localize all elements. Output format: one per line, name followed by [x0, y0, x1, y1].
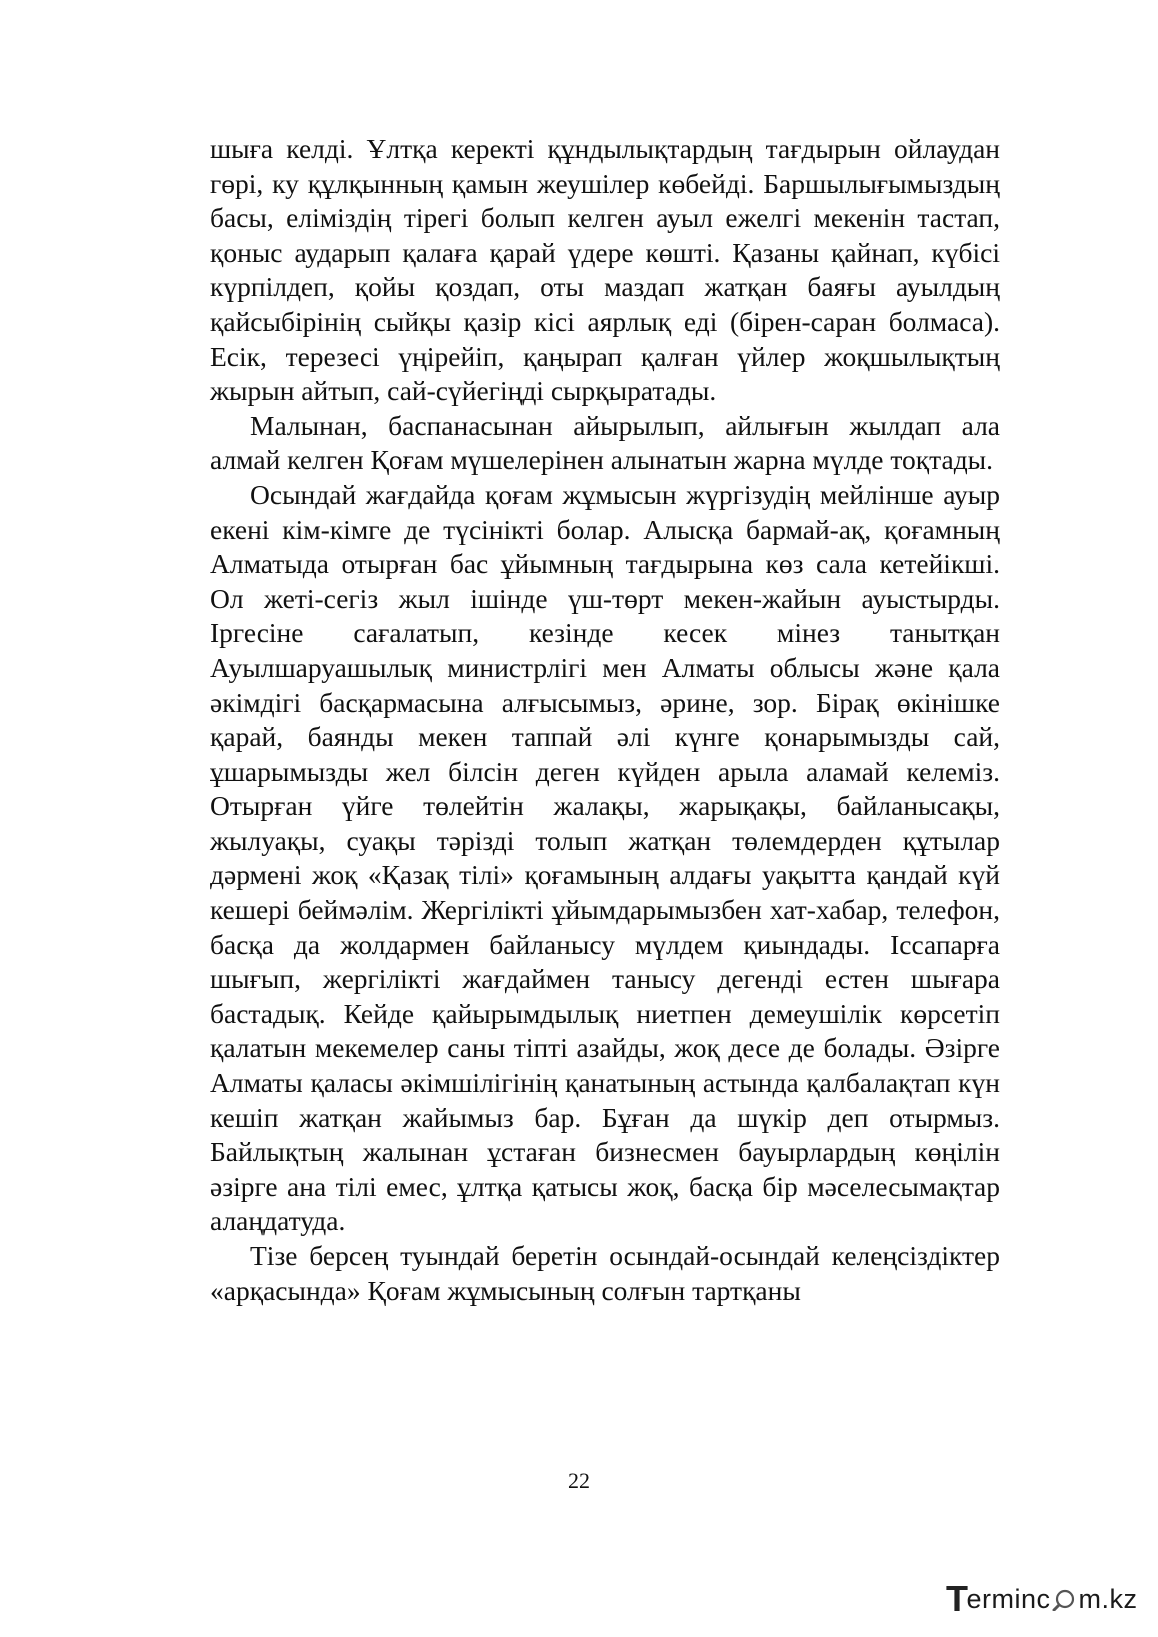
- page-number: 22: [568, 1468, 590, 1493]
- paragraph-3: Осындай жағдайда қоғам жұмысын жүргізудің мейлінше ауыр екені кім-кімге де түсінікті болар. Алысқа бармай-ақ, қоғамның Алматыда отырған бас ұйымның тағдырына көз сала кетейікші. Ол жеті-сегіз жыл ішінде үш-төрт мекен-жайын ауыстырды. Іргесіне сағалатып, кезінде кесек мінез танытқан Ауылшаруашылық министрлігі мен Алматы облысы және қала әкімдігі басқармасына алғысымыз, әрине, зор. Бірақ өкінішке қарай, баянды мекен таппай әлі күнге қонарымызды сай, ұшарымызды жел білсін деген күйден арыла аламай келеміз. Отырған үйге төлейтін жалақы, жарықақы, байланысақы, жылуақы, суақы тәрізді толып жатқан төлемдерден құтылар дәрмені жоқ «Қазақ тілі» қоғамының алдағы уақытта қандай күй кешері беймәлім. Жергілікті ұйымдарымызбен хат-хабар, телефон, басқа да жолдармен байланысу мүлдем қиындады. Іссапарға шығып, жергілікті жағдаймен танысу дегенді естен шығара бастадық. Кейде қайырымдылық ниетпен демеушілік көрсетіп қалатын мекемелер саны тіпті азайды, жоқ десе де болады. Әзірге Алматы қаласы әкімшілігінің қанатының астында қалбалақтап күн кешіп жатқан жайымыз бар. Бұған да шүкір деп отырмыз. Байлықтың жалынан ұстаған бизнесмен бауырлардың көңілін әзірге ана тілі емес, ұлтқа қатысы жоқ, басқа бір мәселесымақтар алаңдатуда.: [210, 478, 1000, 1237]
- watermark-logo: [946, 1579, 1138, 1619]
- page-body: [210, 132, 1000, 1308]
- paragraph-2: Малынан, баспанасынан айырылып, айлығын жылдап ала алмай келген Қоғам мүшелерінен алынатын жарна мүлде тоқтады.: [210, 409, 1000, 476]
- watermark-text-part1: erminc: [966, 1583, 1051, 1614]
- paragraph-1: шыға келді. Ұлтқа керекті құндылықтардың тағдырын ойлаудан гөрі, ку құлқынның қамын жеушілер көбейді. Баршылығымыздың басы, еліміздің тірегі болып келген ауыл ежелгі мекенін тастап, қоныс аударып қалаға қарай үдере көшті. Қазаны қайнап, күбісі күрпілдеп, қойы қоздап, оты маздап жатқан баяғы ауылдың қайсыбірінің сыйқы қазір кісі аярлық еді (бірен-саран болмаса). Есік, терезесі үңірейіп, қаңырап қалған үйлер жоқшылықтың жырын айтып, сай-сүйегіңді сырқыратады.: [210, 133, 1000, 407]
- paragraph-4: Тізе берсең туындай беретін осындай-осындай келеңсіздіктер «арқасында» Қоғам жұмысының солғын тартқаны: [210, 1240, 1000, 1306]
- watermark-letter-t: T: [946, 1578, 969, 1619]
- magnifier-icon: [1052, 1587, 1078, 1611]
- watermark-text-part2: m.kz: [1078, 1583, 1138, 1614]
